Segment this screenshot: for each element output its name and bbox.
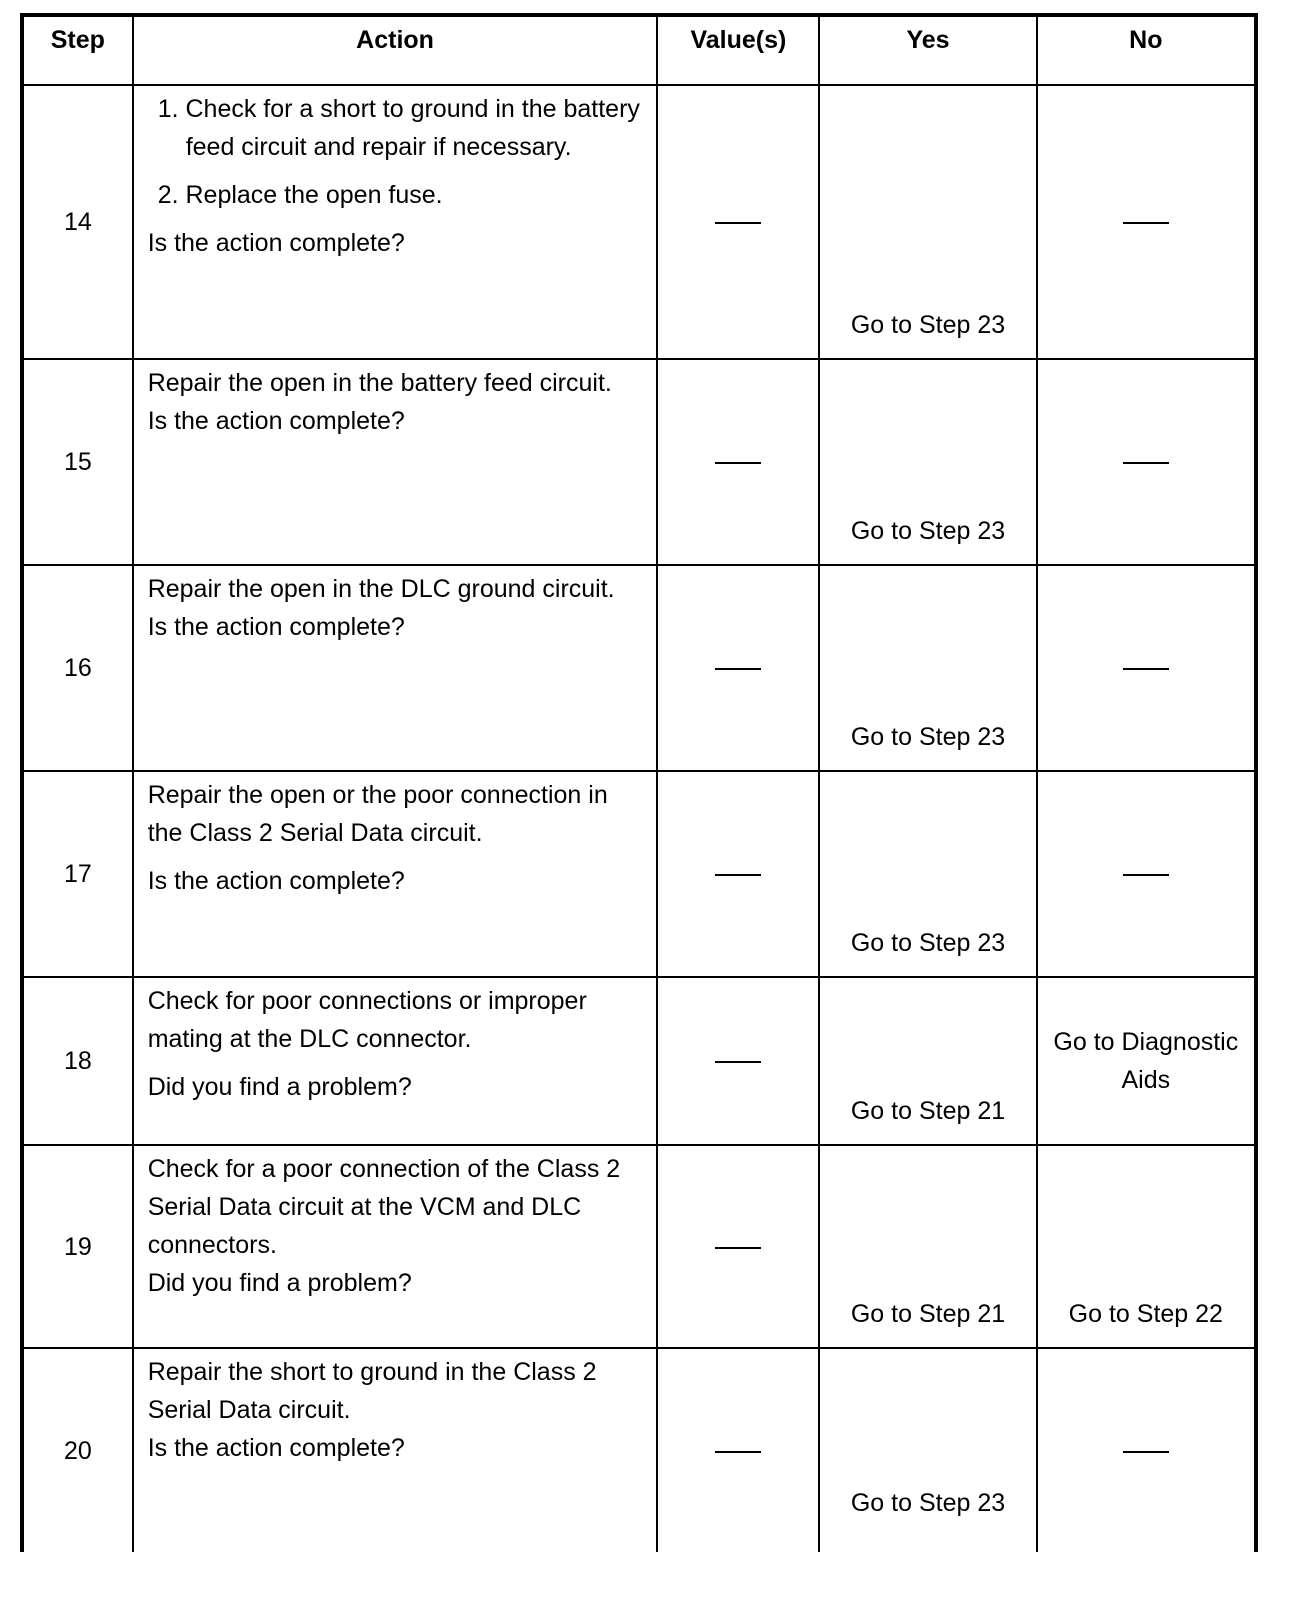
no-cell xyxy=(1037,85,1256,359)
action-line: Check for poor connections or improper mating at the DLC connector. xyxy=(147,987,587,1053)
value-cell xyxy=(657,85,819,359)
step-number: 14 xyxy=(22,85,133,359)
header-no: No xyxy=(1037,15,1256,85)
table-row xyxy=(22,977,1256,1145)
action-cell xyxy=(133,359,658,565)
no-cell: Go to Diagnostic Aids xyxy=(1037,977,1256,1145)
dash-mark xyxy=(1123,668,1169,670)
table-row xyxy=(22,1348,1256,1552)
action-line: Repair the open in the battery feed circuit. xyxy=(147,369,612,397)
action-line: Repair the open in the DLC ground circuit. xyxy=(147,575,615,603)
table-row xyxy=(22,85,1256,359)
action-question: Is the action complete? xyxy=(147,613,405,641)
action-line: Repair the short to ground in the Class 2 Serial Data circuit. xyxy=(147,1358,597,1424)
dash-mark xyxy=(715,668,761,670)
yes-cell: Go to Step 23 xyxy=(819,565,1036,771)
dash-mark xyxy=(1123,874,1169,876)
header-yes: Yes xyxy=(819,15,1036,85)
value-cell xyxy=(657,359,819,565)
dash-mark xyxy=(1123,1451,1169,1453)
yes-cell: Go to Step 23 xyxy=(819,771,1036,977)
step-number: 17 xyxy=(22,771,133,977)
no-cell xyxy=(1037,359,1256,565)
no-cell xyxy=(1037,565,1256,771)
dash-mark xyxy=(715,462,761,464)
dash-mark xyxy=(715,874,761,876)
dash-mark xyxy=(715,1451,761,1453)
table-row xyxy=(22,359,1256,565)
action-line: 2. Replace the open fuse. xyxy=(157,181,443,209)
header-values: Value(s) xyxy=(657,15,819,85)
action-cell xyxy=(133,565,658,771)
value-cell xyxy=(657,771,819,977)
step-number: 18 xyxy=(22,977,133,1145)
table-row xyxy=(22,565,1256,771)
table-row xyxy=(22,771,1256,977)
value-cell xyxy=(657,1145,819,1348)
dash-mark xyxy=(715,222,761,224)
no-cell xyxy=(1037,771,1256,977)
value-cell xyxy=(657,1348,819,1552)
action-question: Is the action complete? xyxy=(147,229,405,257)
action-line: 1. Check for a short to ground in the battery feed circuit and repair if necessary. xyxy=(157,95,640,161)
diagnostic-table xyxy=(20,13,1258,1552)
step-number: 16 xyxy=(22,565,133,771)
action-question: Did you find a problem? xyxy=(147,1269,412,1297)
header-row xyxy=(22,15,1256,85)
table-row xyxy=(22,1145,1256,1348)
step-number: 19 xyxy=(22,1145,133,1348)
no-cell: Go to Step 22 xyxy=(1037,1145,1256,1348)
action-cell xyxy=(133,771,658,977)
dash-mark xyxy=(1123,462,1169,464)
dash-mark xyxy=(715,1061,761,1063)
action-line: Repair the open or the poor connection in the Class 2 Serial Data circuit. xyxy=(147,781,608,847)
dash-mark xyxy=(1123,222,1169,224)
dash-mark xyxy=(715,1247,761,1249)
action-cell xyxy=(133,977,658,1145)
yes-cell: Go to Step 23 xyxy=(819,1348,1036,1552)
yes-cell: Go to Step 21 xyxy=(819,977,1036,1145)
action-question: Is the action complete? xyxy=(147,1434,405,1462)
yes-cell: Go to Step 21 xyxy=(819,1145,1036,1348)
step-number: 20 xyxy=(22,1348,133,1552)
action-question: Is the action complete? xyxy=(147,867,405,895)
action-cell xyxy=(133,1145,658,1348)
action-line: Check for a poor connection of the Class 2 Serial Data circuit at the VCM and DLC connectors. xyxy=(147,1155,621,1259)
action-cell xyxy=(133,1348,658,1552)
yes-cell: Go to Step 23 xyxy=(819,359,1036,565)
action-question: Did you find a problem? xyxy=(147,1073,412,1101)
action-question: Is the action complete? xyxy=(147,407,405,435)
value-cell xyxy=(657,565,819,771)
header-step: Step xyxy=(22,15,133,85)
step-number: 15 xyxy=(22,359,133,565)
action-cell xyxy=(133,85,658,359)
header-action: Action xyxy=(133,15,658,85)
no-cell xyxy=(1037,1348,1256,1552)
value-cell xyxy=(657,977,819,1145)
yes-cell: Go to Step 23 xyxy=(819,85,1036,359)
